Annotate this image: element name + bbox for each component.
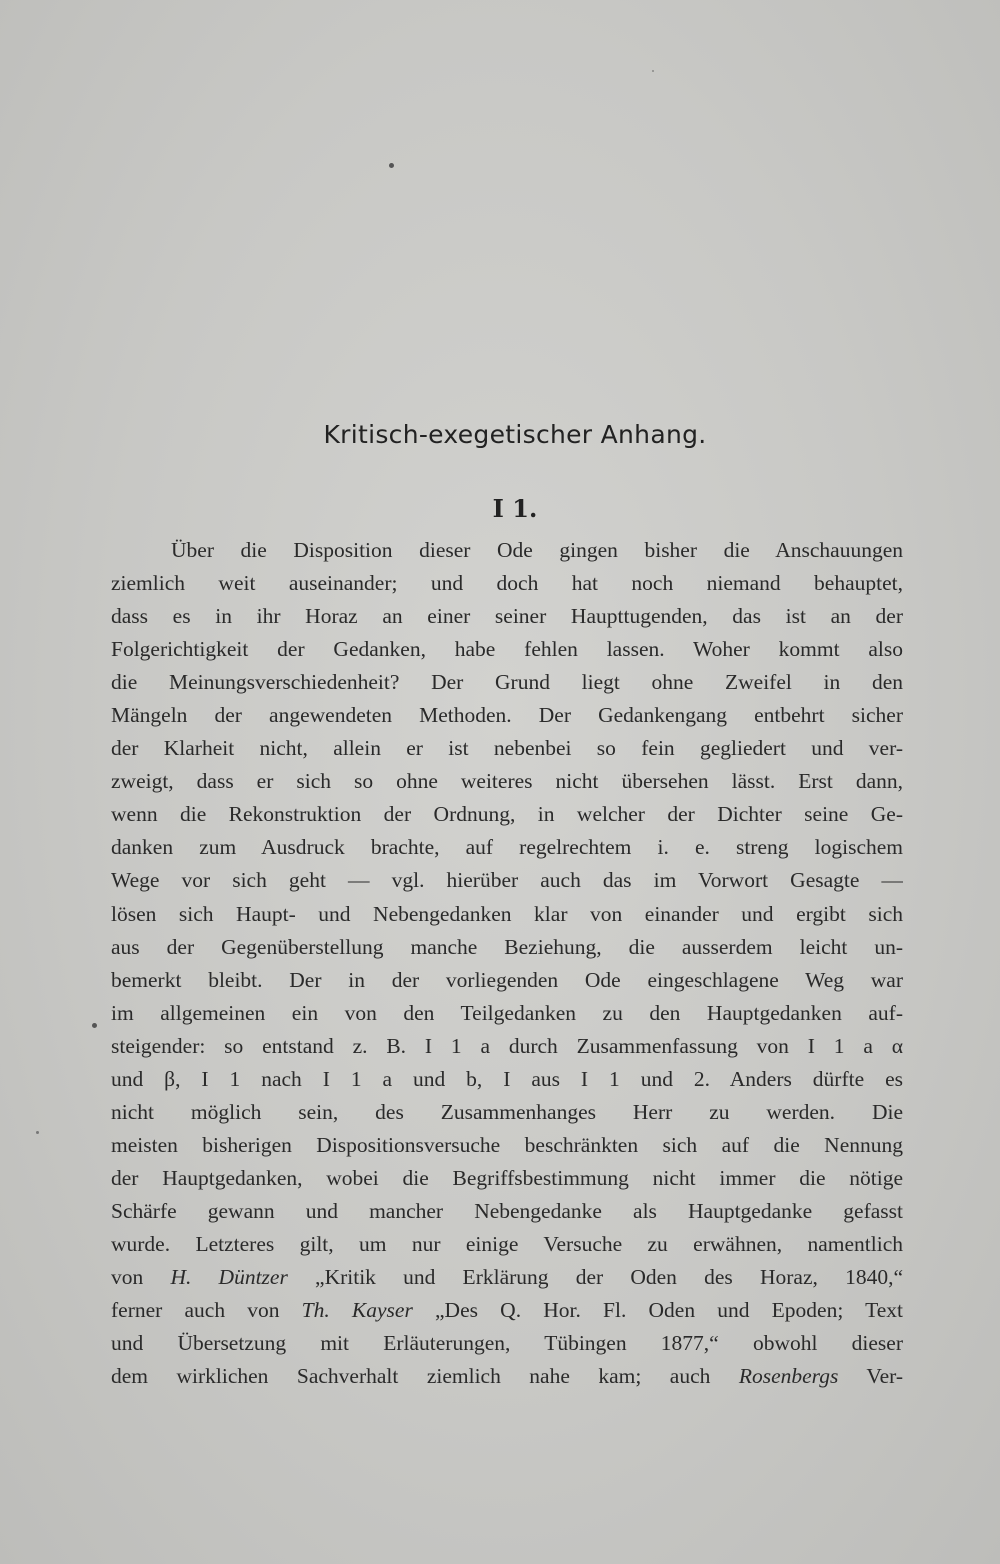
text-line [111, 1360, 903, 1393]
text-line [111, 997, 903, 1030]
text-line [111, 1096, 903, 1129]
scan-speck [389, 163, 394, 168]
text-segment: Schärfe gewann und mancher Nebengedanke als Hauptgedanke gefasst [111, 1198, 903, 1223]
text-segment: von [111, 1265, 171, 1290]
scan-speck [92, 1023, 97, 1028]
text-line [111, 1030, 903, 1063]
text-line [111, 1195, 903, 1228]
text-segment: dass es in ihr Horaz an einer seiner Haupttugenden, das ist an der [111, 604, 903, 629]
text-line [111, 1261, 903, 1294]
text-segment: ferner auch von [111, 1298, 302, 1323]
text-line [111, 765, 903, 798]
text-segment: im allgemeinen ein von den Teilgedanken zu den Hauptgedanken auf- [111, 1000, 903, 1025]
text-segment: der Klarheit nicht, allein er ist nebenbei so fein gegliedert und ver- [111, 736, 903, 761]
text-segment: dem wirklichen Sachverhalt ziemlich nahe kam; auch [111, 1364, 739, 1389]
text-segment: die Meinungsverschiedenheit? Der Grund liegt ohne Zweifel in den [111, 670, 903, 695]
text-segment: Wege vor sich geht — vgl. hierüber auch das im Vorwort Gesagte — [111, 868, 903, 893]
text-segment: zweigt, dass er sich so ohne weiteres nicht übersehen lässt. Erst dann, [111, 769, 903, 794]
text-line [111, 898, 903, 931]
text-segment: meisten bisherigen Dispositionsversuche beschränkten sich auf die Nennung [111, 1132, 903, 1157]
body-paragraph [111, 534, 903, 1393]
text-line [111, 864, 903, 897]
text-segment: nicht möglich sein, des Zusammenhanges Herr zu werden. Die [111, 1099, 903, 1124]
text-line [111, 798, 903, 831]
text-line [111, 1327, 903, 1360]
text-segment: aus der Gegenüberstellung manche Beziehung, die ausserdem leicht un- [111, 934, 903, 959]
text-segment: und Übersetzung mit Erläuterungen, Tübingen 1877,“ obwohl dieser [111, 1331, 903, 1356]
italic-citation: Rosenbergs [738, 1364, 839, 1389]
text-segment: wenn die Rekonstruktion der Ordnung, in welcher der Dichter seine Ge- [111, 802, 903, 827]
text-line [111, 732, 903, 765]
text-segment: Ver- [838, 1364, 903, 1389]
text-segment: bemerkt bleibt. Der in der vorliegenden Ode eingeschlagene Weg war [111, 967, 903, 992]
text-line [111, 1129, 903, 1162]
text-segment: Über die Disposition dieser Ode gingen bisher die Anschauungen [171, 538, 903, 562]
text-line [111, 633, 903, 666]
scan-speck [36, 1131, 39, 1134]
text-line [111, 534, 903, 567]
text-segment: Folgerichtigkeit der Gedanken, habe fehlen lassen. Woher kommt also [111, 637, 903, 662]
text-line [111, 831, 903, 864]
text-segment: Mängeln der angewendeten Methoden. Der Gedankengang entbehrt sicher [111, 703, 903, 728]
text-segment: lösen sich Haupt- und Nebengedanken klar von einander und ergibt sich [111, 901, 903, 926]
text-segment: wurde. Letzteres gilt, um nur einige Versuche zu erwähnen, namentlich [111, 1231, 903, 1256]
text-segment: „Des Q. Hor. Fl. Oden und Epoden; Text [412, 1298, 903, 1323]
text-line [111, 600, 903, 633]
italic-citation: H. Düntzer [170, 1265, 288, 1290]
text-segment: danken zum Ausdruck brachte, auf regelrechtem i. e. streng logischem [111, 835, 903, 860]
text-line [111, 964, 903, 997]
text-segment: und β, I 1 nach I 1 a und b, I aus I 1 und 2. Anders dürfte es [111, 1066, 903, 1091]
italic-citation: Th. Kayser [301, 1298, 413, 1323]
text-line [111, 1228, 903, 1261]
text-line [111, 1063, 903, 1096]
scan-speck [652, 70, 654, 72]
text-line [111, 931, 903, 964]
text-segment: der Hauptgedanken, wobei die Begriffsbestimmung nicht immer die nötige [111, 1165, 903, 1190]
page-heading: Kritisch-exegetischer Anhang. [323, 420, 707, 449]
text-line [111, 1294, 903, 1327]
text-line [111, 666, 903, 699]
text-segment: steigender: so entstand z. B. I 1 a durch Zusammenfassung von I 1 a α [111, 1033, 903, 1058]
text-line [111, 1162, 903, 1195]
text-segment: „Kritik und Erklärung der Oden des Horaz, 1840,“ [287, 1265, 903, 1290]
text-line [111, 699, 903, 732]
text-line [111, 567, 903, 600]
text-segment: ziemlich weit auseinander; und doch hat noch niemand behauptet, [111, 571, 903, 596]
section-number: I 1. [492, 494, 538, 523]
